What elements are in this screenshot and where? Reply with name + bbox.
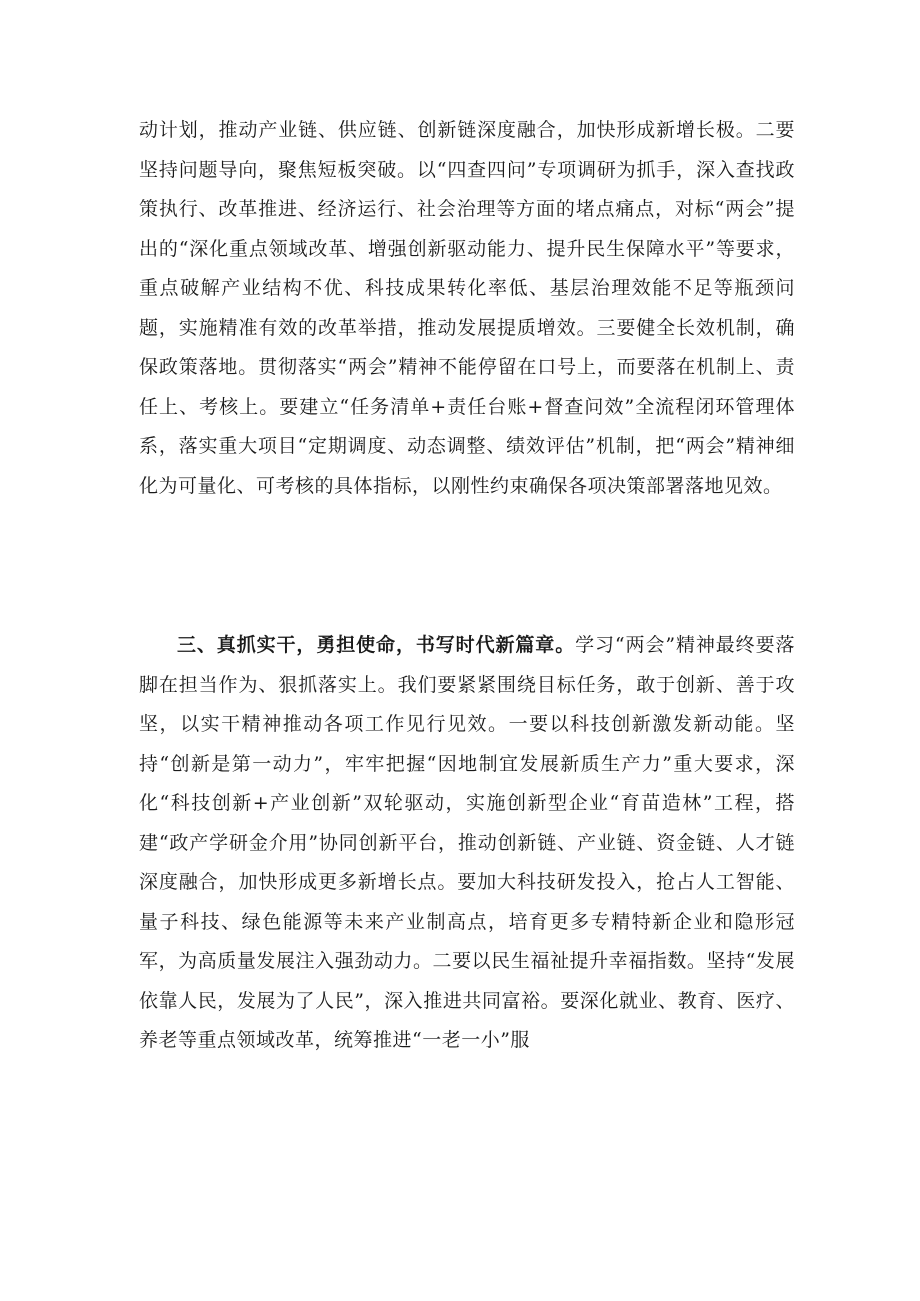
body-paragraph-1: 动计划，推动产业链、供应链、创新链深度融合，加快形成新增长极。二要坚持问题导向，聚焦短板突破。以“四查四问”专项调研为抓手，深入查找政策执行、改革推进、经济运行、社会治理等方面的堵点痛点，对标“两会”提出的“深化重点领域改革、增强创新驱动能力、提升民生保障水平”等要求，重点破解产业结构不优、科技成果转化率低、基层治理效能不足等瓶颈问题，实施精准有效的改革举措，推动发展提质增效。三要健全长效机制，确保政策落地。贯彻落实“两会”精神不能停留在口号上，而要落在机制上、责任上、考核上。要建立“任务清单+责任台账+督查问效”全流程闭环管理体系，落实重大项目“定期调度、动态调整、绩效评估”机制，把“两会”精神细化为可量化、可考核的具体指标，以刚性约束确保各项决策部署落地见效。	[139, 119, 795, 497]
body-paragraph-2	[139, 626, 795, 1061]
section-heading: 三、真抓实干，勇担使命，书写时代新篇章。	[177, 634, 576, 656]
section-body-text: 学习“两会”精神最终要落脚在担当作为、狠抓落实上。我们要紧紧围绕目标任务，敢于创新、善于攻坚，以实干精神推动各项工作见行见效。一要以科技创新激发新动能。坚持“创新是第一动力”，牢牢把握“因地制宜发展新质生产力”重大要求，深化“科技创新+产业创新”双轮驱动，实施创新型企业“育苗造林”工程，搭建“政产学研金介用”协同创新平台，推动创新链、产业链、资金链、人才链深度融合，加快形成更多新增长点。要加大科技研发投入，抢占人工智能、量子科技、绿色能源等未来产业制高点，培育更多专精特新企业和隐形冠军，为高质量发展注入强劲动力。二要以民生福祉提升幸福指数。坚持“发展依靠人民，发展为了人民”，深入推进共同富裕。要深化就业、教育、医疗、养老等重点领域改革，统筹推进“一老一小”服	[139, 634, 795, 1051]
